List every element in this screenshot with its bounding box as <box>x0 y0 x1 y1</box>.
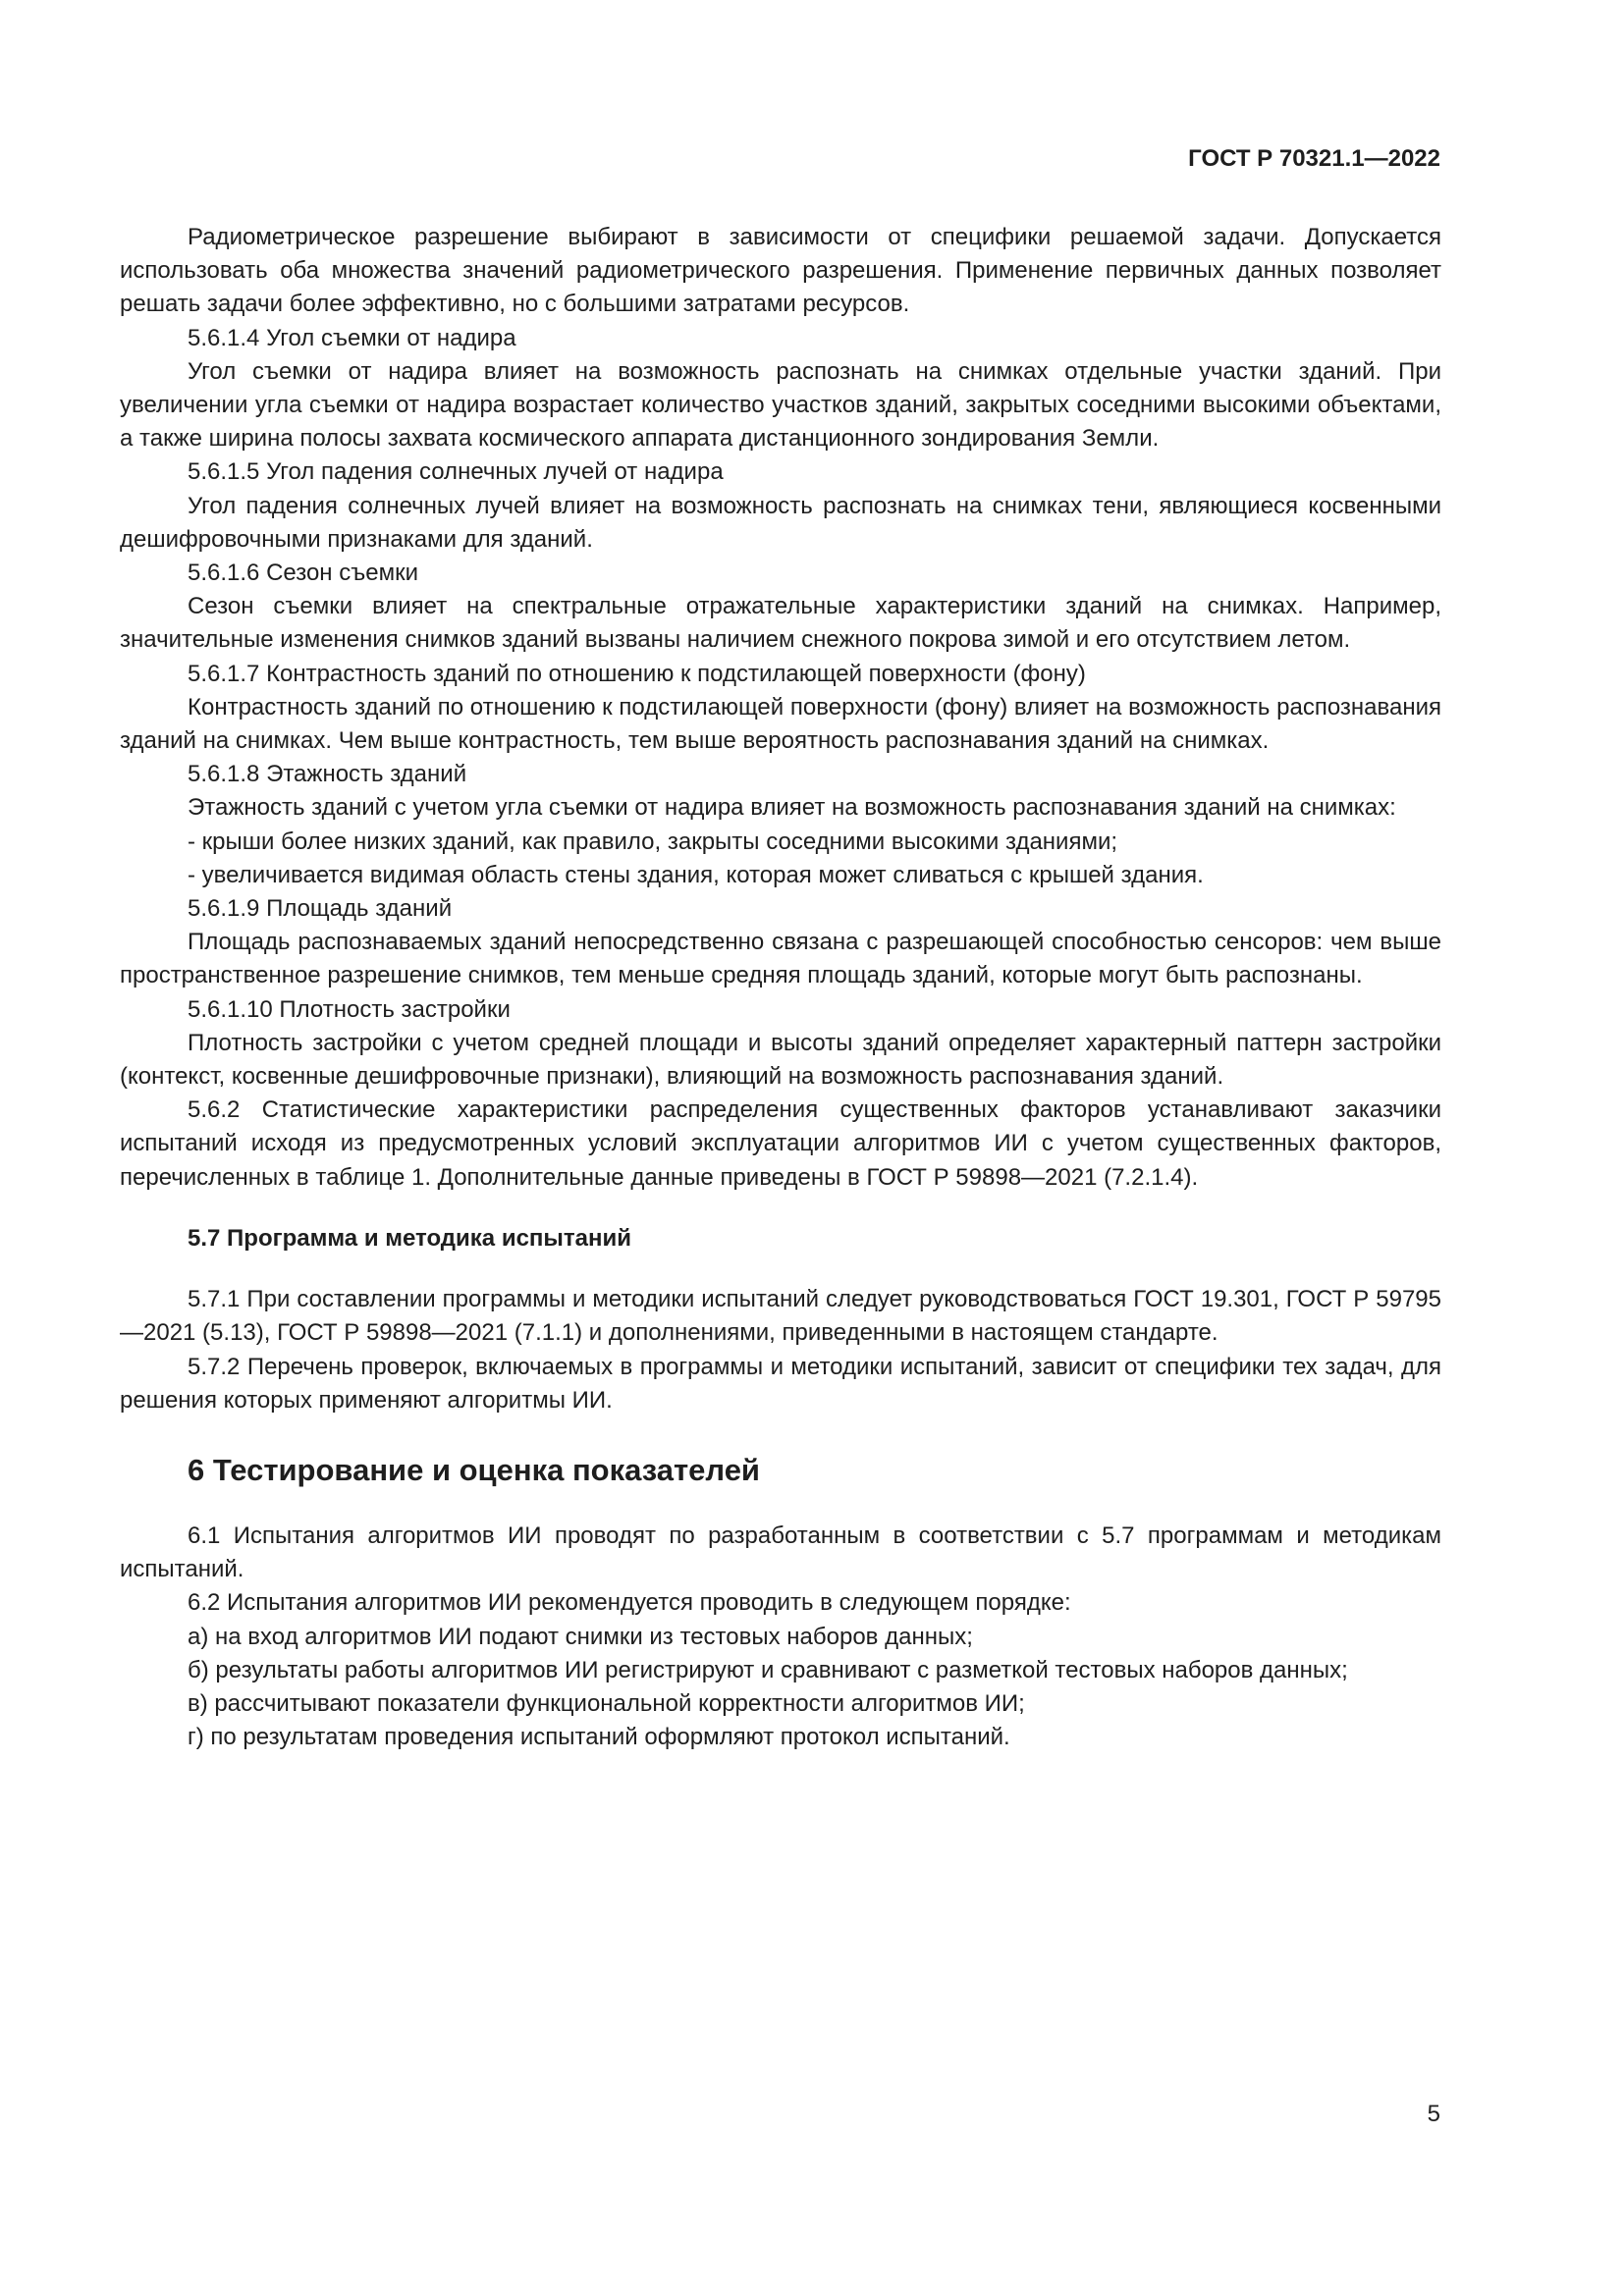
paragraph-contrast: Контрастность зданий по отношению к подстилающей поверхности (фону) влияет на возможность распознавания зданий на снимках. Чем выше контрастность, тем выше вероятность распознавания зданий на снимках. <box>120 693 1441 755</box>
list-item-g: г) по результатам проведения испытаний оформляют протокол испытаний. <box>188 1724 1010 1751</box>
paragraph-density: Плотность застройки с учетом средней площади и высоты зданий определяет характерный паттерн застройки (контекст, косвенные дешифровочные признаки), влияющий на возможность распознавания зданий. <box>120 1029 1441 1091</box>
list-item-v: в) рассчитывают показатели функциональной корректности алгоритмов ИИ; <box>188 1689 1025 1717</box>
paragraph-5-7-2: 5.7.2 Перечень проверок, включаемых в программы и методики испытаний, зависит от специфики тех задач, для решения которых применяют алгоритмы ИИ. <box>120 1353 1441 1414</box>
paragraph-6-2: 6.2 Испытания алгоритмов ИИ рекомендуется проводить в следующем порядке: <box>188 1589 1071 1617</box>
list-item-a: а) на вход алгоритмов ИИ подают снимки из тестовых наборов данных; <box>188 1623 973 1650</box>
list-item-roofs: - крыши более низких зданий, как правило, закрыты соседними высокими зданиями; <box>188 828 1118 855</box>
paragraph-sun-angle: Угол падения солнечных лучей влияет на возможность распознать на снимках тени, являющиеся косвенными дешифровочными признаками для зданий. <box>120 492 1441 553</box>
list-item-b: б) результаты работы алгоритмов ИИ регистрируют и сравнивают с разметкой тестовых наборов данных; <box>188 1656 1348 1683</box>
clause-5-6-1-7-title: 5.6.1.7 Контрастность зданий по отношению к подстилающей поверхности (фону) <box>188 660 1086 687</box>
clause-5-6-1-8-title: 5.6.1.8 Этажность зданий <box>188 761 467 788</box>
document-body <box>120 221 1441 1754</box>
clause-5-6-1-10-title: 5.6.1.10 Плотность застройки <box>188 995 511 1023</box>
clause-5-6-1-6-title: 5.6.1.6 Сезон съемки <box>188 560 418 587</box>
document-id-header: ГОСТ Р 70321.1—2022 <box>1188 145 1440 172</box>
paragraph-area: Площадь распознаваемых зданий непосредственно связана с разрешающей способностью сенсоров: чем выше пространственное разрешение снимков, тем меньше средняя площадь зданий, которые могут быть распознаны. <box>120 929 1441 989</box>
paragraph-radiometric: Радиометрическое разрешение выбирают в зависимости от специфики решаемой задачи. Допускается использовать оба множества значений радиометрического разрешения. Применение первичных данных позволяет решать задачи более эффективно, но с большими затратами ресурсов. <box>120 224 1441 318</box>
paragraph-nadir-angle: Угол съемки от надира влияет на возможность распознать на снимках отдельные участки зданий. При увеличении угла съемки от надира возрастает количество участков зданий, закрытых соседними высокими объектами, а также ширина полосы захвата космического аппарата дистанционного зондирования Земли. <box>120 357 1441 453</box>
list-item-wall: - увеличивается видимая область стены здания, которая может сливаться с крышей здания. <box>188 861 1204 888</box>
page-number: 5 <box>1427 2101 1440 2127</box>
paragraph-season: Сезон съемки влияет на спектральные отражательные характеристики зданий на снимках. Например, значительные изменения снимков зданий вызваны наличием снежного покрова зимой и его отсутствием летом. <box>120 593 1441 654</box>
section-5-7-title: 5.7 Программа и методика испытаний <box>188 1224 632 1252</box>
clause-5-6-1-4-title: 5.6.1.4 Угол съемки от надира <box>188 324 516 351</box>
paragraph-floors: Этажность зданий с учетом угла съемки от надира влияет на возможность распознавания зданий на снимках: <box>188 794 1396 822</box>
paragraph-5-6-2: 5.6.2 Статистические характеристики распределения существенных факторов устанавливают заказчики испытаний исходя из предусмотренных условий эксплуатации алгоритмов ИИ с учетом существенных факторов, перечисленных в таблице 1. Дополнительные данные приведены в ГОСТ Р 59898—2021 (7.2.1.4). <box>120 1096 1441 1191</box>
clause-5-6-1-5-title: 5.6.1.5 Угол падения солнечных лучей от надира <box>188 458 724 486</box>
section-6-title: 6 Тестирование и оценка показателей <box>188 1452 760 1487</box>
paragraph-5-7-1: 5.7.1 При составлении программы и методики испытаний следует руководствоваться ГОСТ 19.301, ГОСТ Р 59795—2021 (5.13), ГОСТ Р 59898—2021 (7.1.1) и дополнениями, приведенными в настоящем стандарте. <box>120 1286 1441 1347</box>
clause-5-6-1-9-title: 5.6.1.9 Площадь зданий <box>188 895 453 923</box>
paragraph-6-1: 6.1 Испытания алгоритмов ИИ проводят по разработанным в соответствии с 5.7 программам и методикам испытаний. <box>120 1522 1441 1583</box>
